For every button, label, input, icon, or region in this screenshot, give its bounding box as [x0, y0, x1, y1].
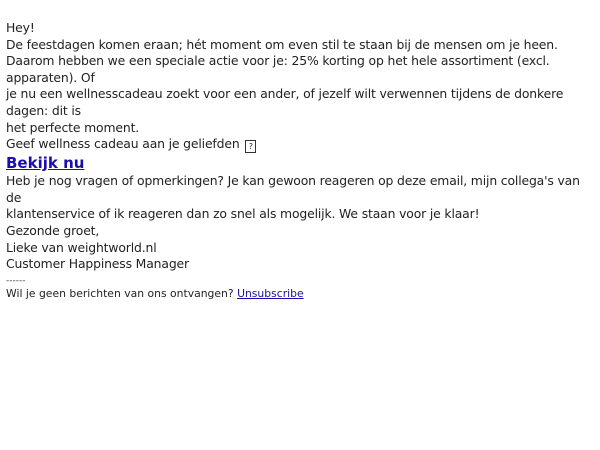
- greeting: Hey!: [6, 20, 35, 35]
- footer-text: Wil je geen berichten van ons ontvangen?: [6, 286, 234, 300]
- intro-paragraph: De feestdagen komen eraan; hét moment om even stil te staan bij de mensen om je heen.: [6, 36, 558, 52]
- signature-name: Lieke van weightworld.nl: [6, 239, 157, 255]
- questions-line-1: Heb je nog vragen of opmerkingen? Je kan gewoon reageren op deze email, mijn collega's van de: [6, 173, 580, 205]
- bekijk-nu-link[interactable]: Bekijk nu: [6, 154, 85, 173]
- footer: [6, 287, 594, 301]
- missing-glyph-icon: ?: [245, 140, 256, 153]
- offer-line-2: je nu een wellnesscadeau zoekt voor een ander, of jezelf wilt verwennen tijdens de donkere dagen: dit is: [6, 86, 564, 118]
- questions-line-2: klantenservice of ik reageren dan zo snel als mogelijk. We staan voor je klaar!: [6, 206, 480, 222]
- gift-text: Geef wellness cadeau aan je geliefden: [6, 136, 240, 152]
- offer-line-1: Daarom hebben we een speciale actie voor je: 25% korting op het hele assortiment (excl. apparaten). Of: [6, 53, 550, 85]
- closing: Gezonde groet,: [6, 222, 100, 238]
- unsubscribe-link[interactable]: Unsubscribe: [237, 286, 304, 300]
- offer-line-3: het perfecte moment.: [6, 119, 140, 135]
- signature-title: Customer Happiness Manager: [6, 256, 189, 272]
- gift-line: [6, 136, 594, 153]
- separator: ------: [6, 275, 26, 286]
